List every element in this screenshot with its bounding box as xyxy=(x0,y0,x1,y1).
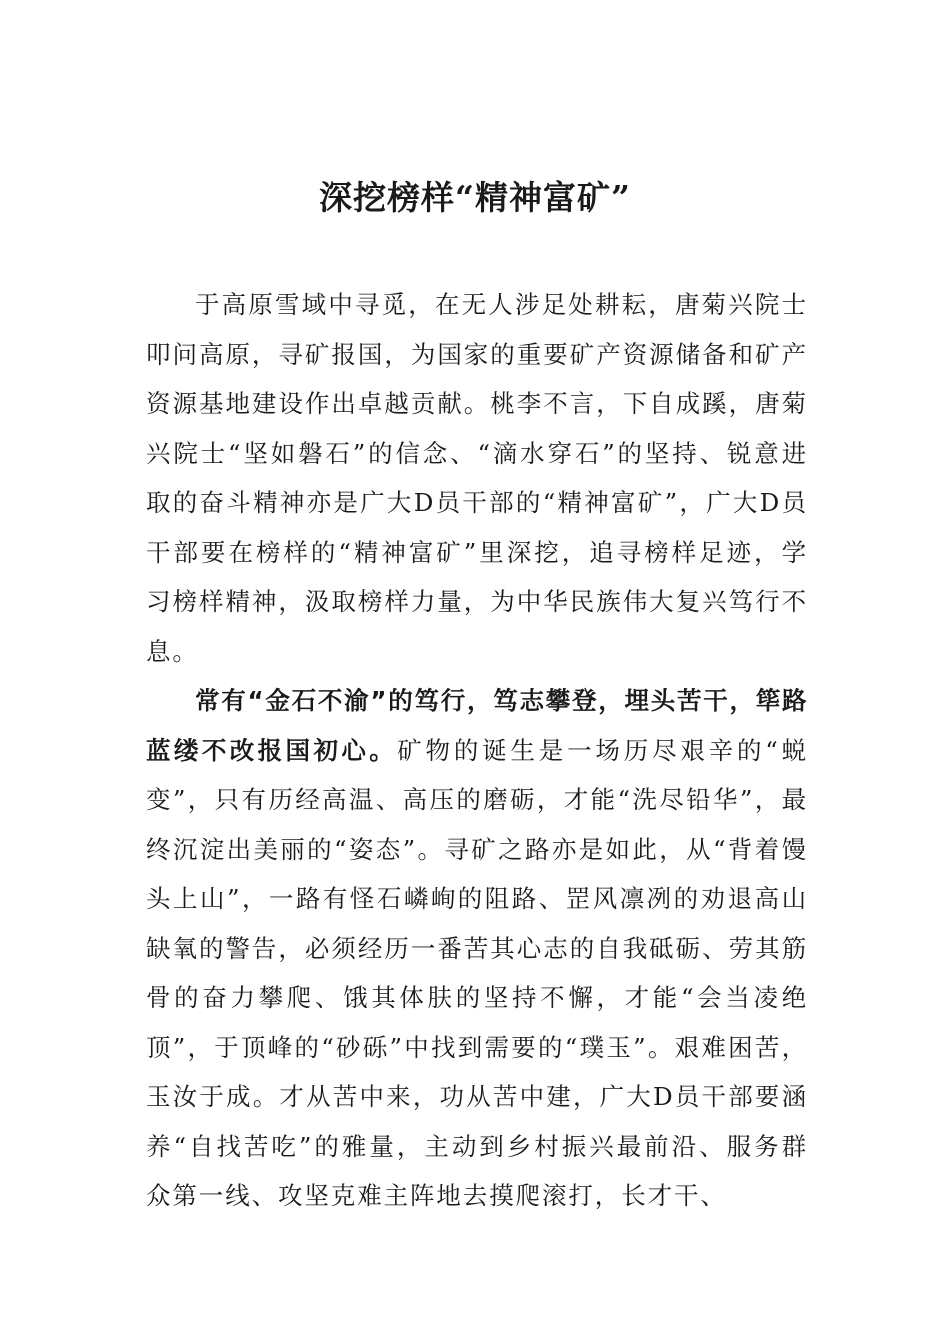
paragraph-text: 矿物的诞生是一场历尽艰辛的“蜕变”，只有历经高温、高压的磨砺，才能“洗尽铅华”，最终沉淀出美丽的“姿态”。寻矿之路亦是如此，从“背着馒头上山”，一路有怪石嶙峋的阻路、罡风凛冽的劝退高山缺氧的警告，必须经历一番苦其心志的自我砥砺、劳其筋骨的奋力攀爬、饿其体肤的坚持不懈，才能“会当凌绝顶”，于顶峰的“砂砾”中找到需要的“璞玉”。艰难困苦，玉汝于成。才从苦中来，功从苦中建，广大D员干部要涵养“自找苦吃”的雅量，主动到乡村振兴最前沿、服务群众第一线、攻坚克难主阵地去摸爬滚打，长才干、 xyxy=(146,735,809,1210)
document-body xyxy=(146,280,808,1221)
document-title: 深挖榜样“精神富矿” xyxy=(319,178,631,217)
paragraph-1 xyxy=(146,280,808,676)
paragraph-text: 于高原雪域中寻觅，在无人涉足处耕耘，唐菊兴院士叩问高原，寻矿报国，为国家的重要矿产资源储备和矿产资源基地建设作出卓越贡献。桃李不言，下自成蹊，唐菊兴院士“坚如磐石”的信念、“滴水穿石”的坚持、锐意进取的奋斗精神亦是广大D员干部的“精神富矿”，广大D员干部要在榜样的“精神富矿”里深挖，追寻榜样足迹，学习榜样精神，汲取榜样力量，为中华民族伟大复兴笃行不息。 xyxy=(146,290,808,666)
paragraph-lead-sentence: 常有“金石不渝”的笃行，笃志攀登，埋头苦干，筚路蓝缕不改报国初心。 xyxy=(146,686,808,765)
paragraph-2 xyxy=(146,676,808,1221)
